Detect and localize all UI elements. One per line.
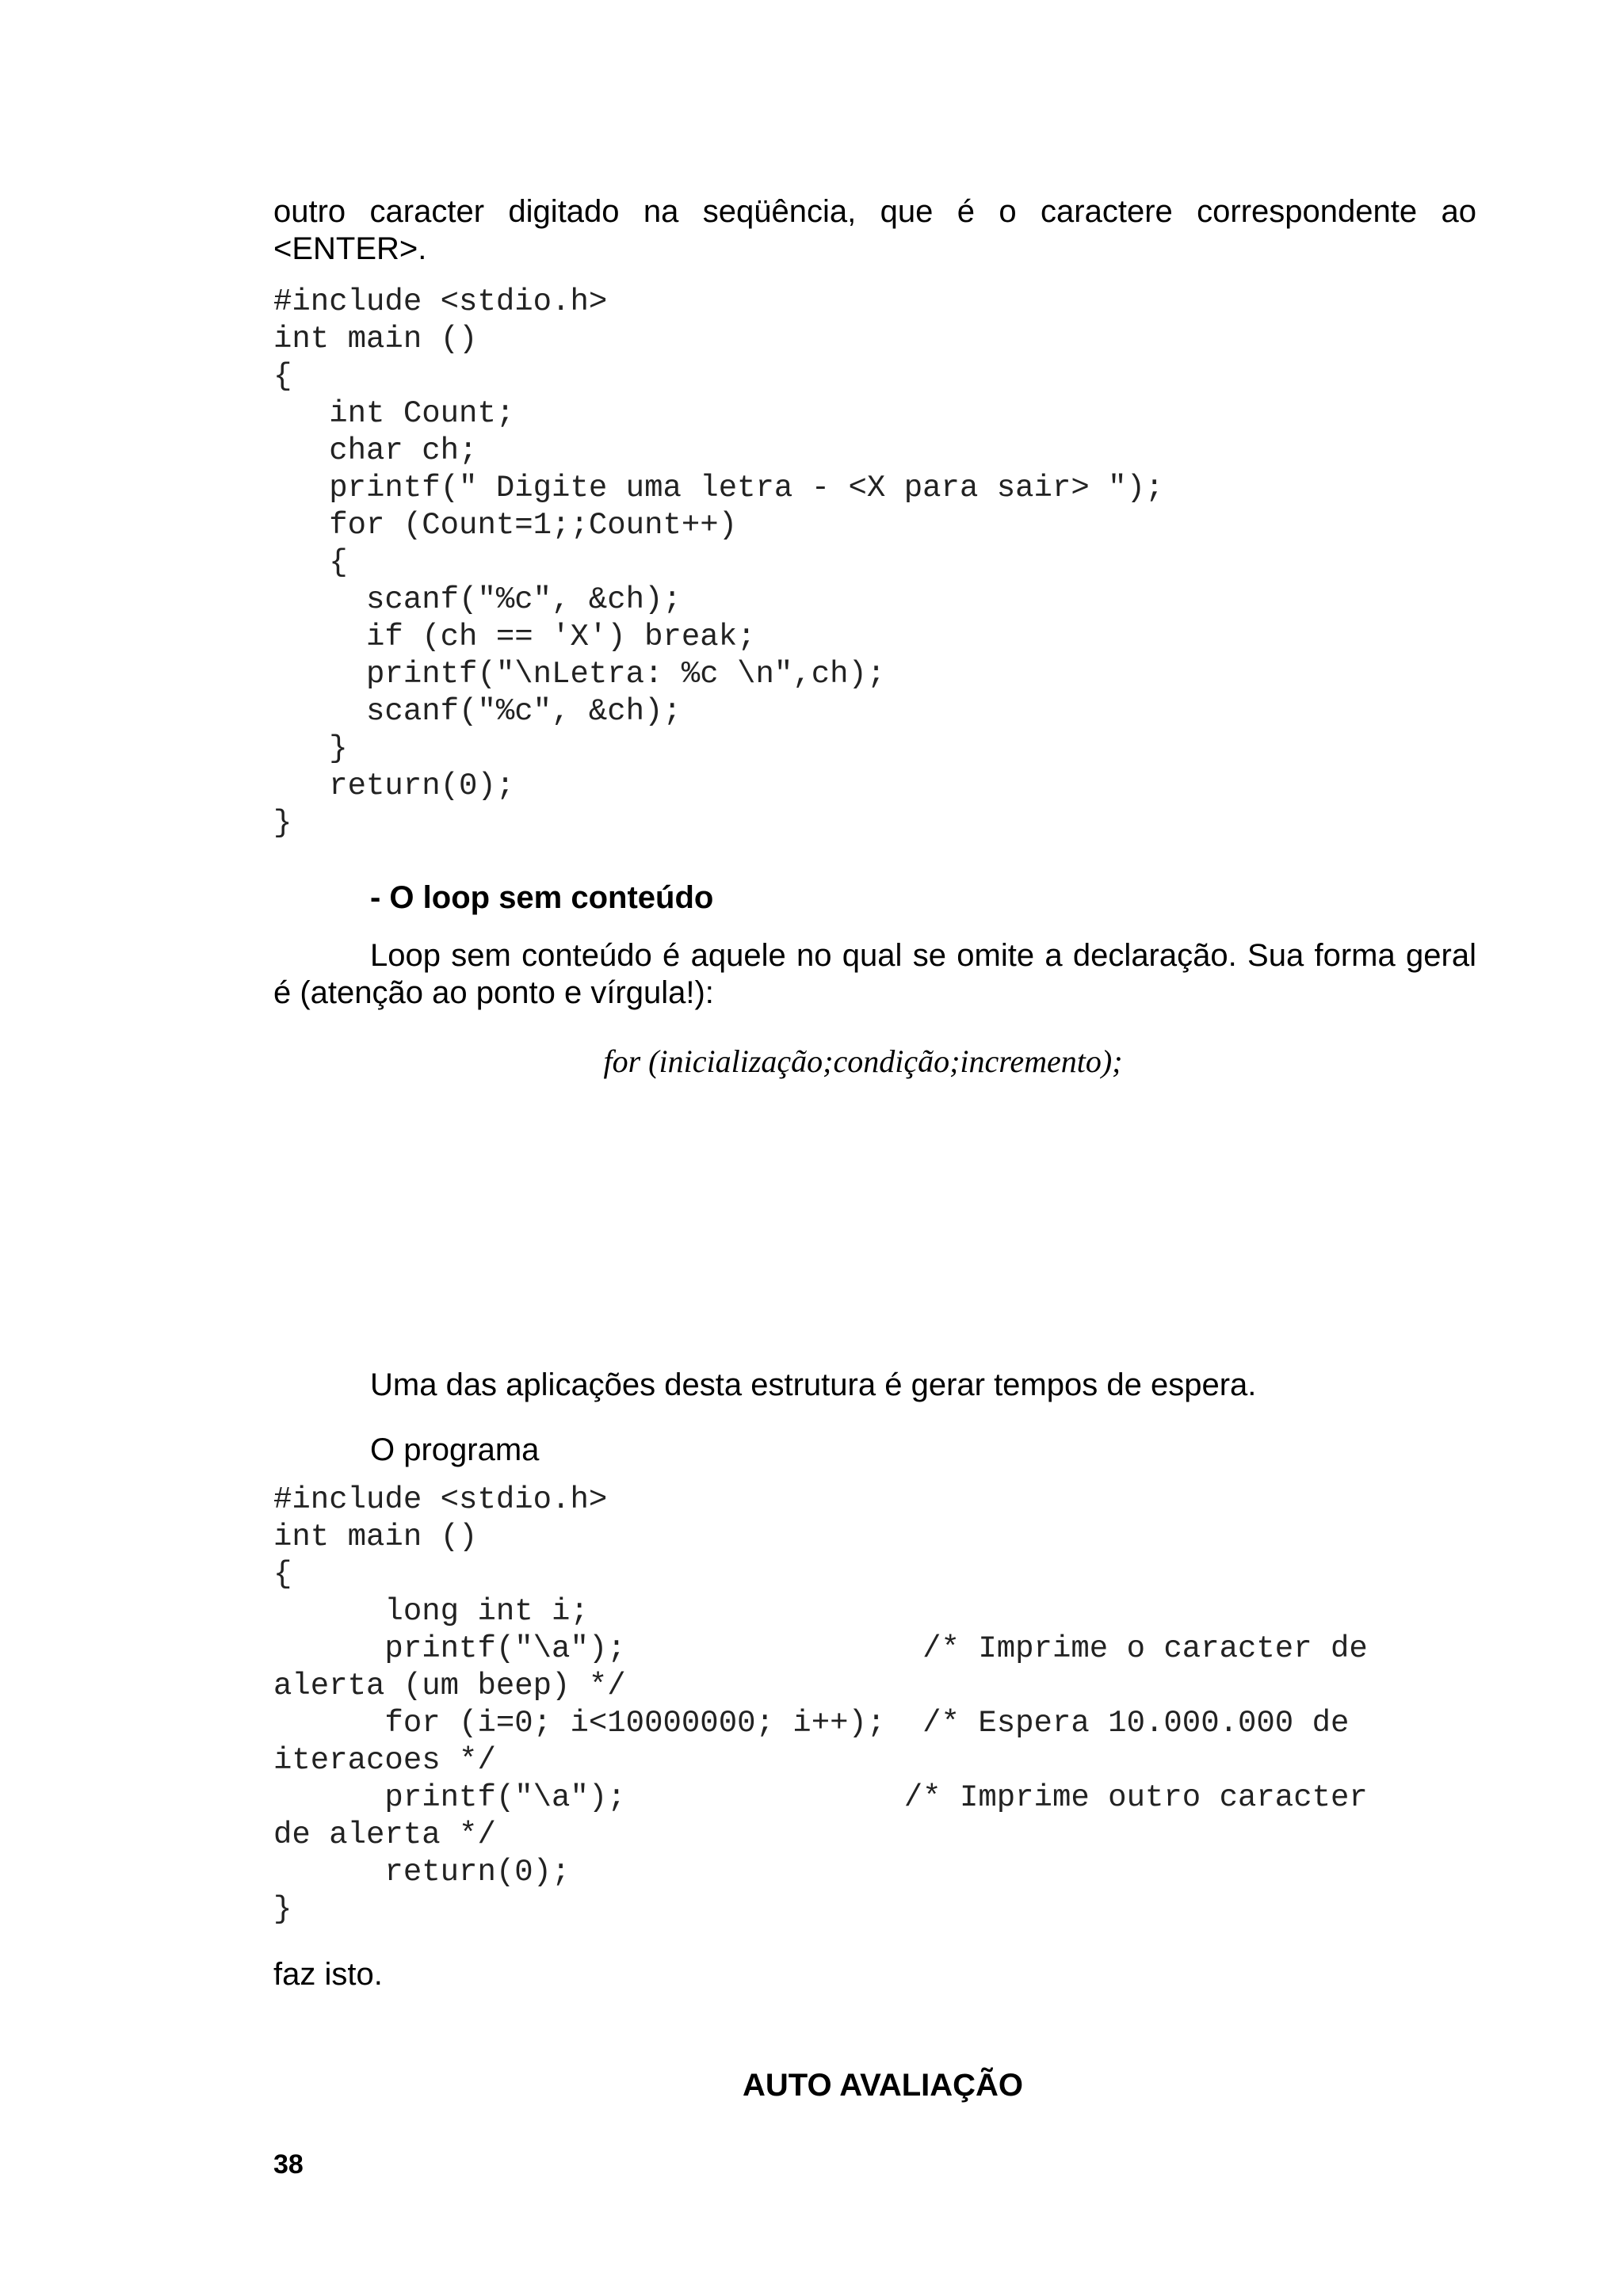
faz-isto-paragraph: faz isto. [273, 1957, 383, 1992]
loop-sem-conteudo-paragraph: Loop sem conteúdo é aquele no qual se omite a declaração. Sua forma geral é (atenção ao ponto e vírgula!): [273, 938, 1476, 1010]
page-number: 38 [273, 2149, 304, 2180]
for-formula: for (inicialização;condição;incremento); [603, 1043, 1123, 1079]
aplicacoes-paragraph: Uma das aplicações desta estrutura é gerar tempos de espera. [370, 1367, 1257, 1402]
section-heading-loop-sem-conteudo: - O loop sem conteúdo [370, 880, 714, 915]
section-title-auto-avaliacao: AUTO AVALIAÇÃO [742, 2068, 1024, 2103]
o-programa-paragraph: O programa [370, 1432, 540, 1467]
code-block-second: #include <stdio.h> int main () { long int i; printf("\a"); /* Imprime o caracter de alerta (um beep) */ for (i=0; i<10000000; i++); /* Espera 10.000.000 de iteracoes */ printf("\a"); /* Imprime outro caracter de alerta */ return(0); } [273, 1482, 1368, 1927]
code-block-first: #include <stdio.h> int main () { int Count; char ch; printf(" Digite uma letra - <X para sair> "); for (Count=1;;Count++) { scanf("%c", &ch); if (ch == 'X') break; printf("\nLetra: %c \n",ch); scanf("%c", &ch); } return(0); } [273, 284, 1164, 841]
intro-paragraph: outro caracter digitado na seqüência, que é o caractere correspondente ao <ENTER>. [273, 194, 1476, 266]
